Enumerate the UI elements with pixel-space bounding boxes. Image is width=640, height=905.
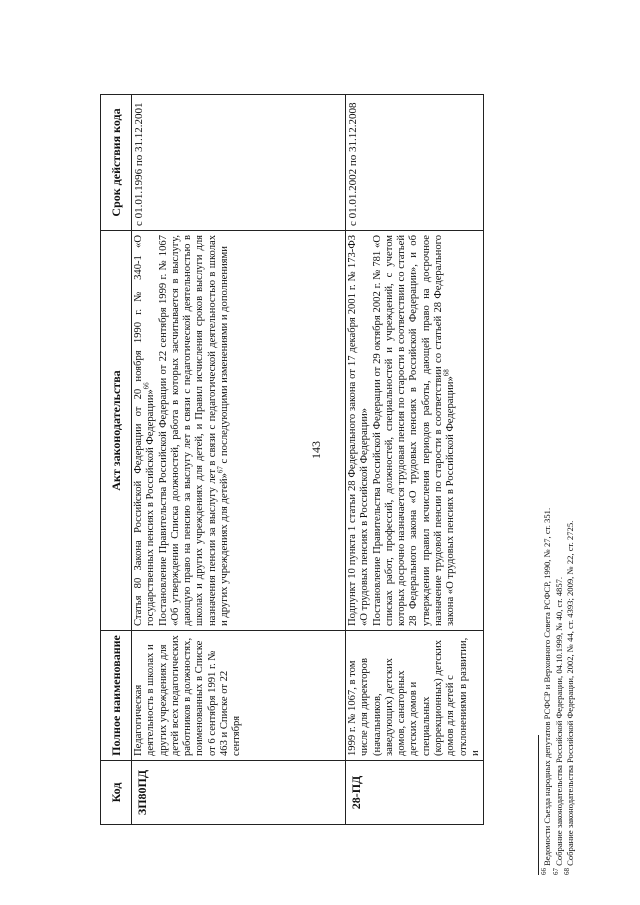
page-number-text: 143 [309,441,323,459]
footnote-item [565,335,577,875]
footnote-number: 66 [540,868,549,875]
table-row [346,95,484,825]
row-full-name: Педагогическая деятельность в школах и других учреждениях для детей всех педагогических работников в должностях, поименованных в Списке от 6 сентября 1991 г. № 463 и Списке от 22 сентября [132,631,346,761]
act-text-tail: с последующими изменениями и дополнениями [219,246,231,467]
header-act: Акт законодательства [101,231,132,631]
row-act [132,231,346,631]
act-paragraph [347,235,372,626]
row-act [346,231,484,631]
table-row [132,95,346,825]
footnote-divider [538,735,539,875]
row-period: с 01.01.2002 по 31.12.2008 [346,95,484,231]
footnotes [538,335,588,875]
header-period: Срок действия кода [101,95,132,231]
footnote-ref: 67 [216,466,225,474]
header-name: Полное наименование [101,631,132,761]
footnote-text: Собрание законодательства Российской Федерации, 2002, № 44, ст. 4393; 2009, № 22, ст. 2725. [565,520,575,866]
act-text: Подпункт 10 пункта 1 статьи 28 Федерального закона от 17 декабря 2001 г. № 173-ФЗ «О трудовых пенсиях в Российской Федерации» [347,235,371,626]
act-paragraph [133,235,158,626]
act-text: Постановление Правительства Российской Федерации от 29 октября 2002 г. № 781 «О списках работ, профессий, должностей, специальностей и учреждений, с учетом которых досрочно назначается трудовая пенсия по старости в соответствии со статьей 28 Федерального закона «О трудовых пенсиях в Российской Федерации», и об утверждении правил исчисления периодов работы, дающей право на досрочное назначение трудовой пенсии по старости в соответствии со статьей 28 Федерального закона «О трудовых пенсиях в Российской Федерации» [371,235,457,626]
row-code: ЗП80ПД [132,761,346,825]
footnote-number: 68 [563,868,572,875]
rotated-table-container [100,95,481,825]
row-full-name: 1999 г. № 1067, в том числе для директоров (начальников, заведующих) детских домов, санаторных детских домов и специальных (коррекционных) детских домов для детей с отклонениями в развитии, и [346,631,484,761]
table-header-row [101,95,132,825]
footnote-text: Ведомости Съезда народных депутатов РСФСР и Верховного Совета РСФСР, 1990, № 27, ст. 351. [542,507,552,866]
footnote-item [542,335,554,875]
act-text: Статья 80 Закона Российской Федерации от 20 ноября 1990 г. № 340-1 «О государственных пенсиях в Российской Федерации» [133,235,157,626]
footnote-ref: 68 [442,369,451,377]
act-text: Постановление Правительства Российской Федерации от 22 сентября 1999 г. № 1067 «Об утверждении Списка должностей, работа в которых засчитывается в выслугу, дающую право на пенсию за выслугу лет в связи с педагогической деятельностью в школах и других учреждениях для детей, и Правил исчисления сроков выслуги для назначения пенсии за выслугу лет в связи с педагогической деятельностью в школах и других учреждениях для детей» [157,235,231,626]
footnote-item [551,335,566,875]
row-period: с 01.01.1996 по 31.12.2001 [132,95,346,231]
act-paragraph [158,235,232,626]
header-code: Код [101,761,132,825]
legislation-table [100,94,484,825]
footnote-ref: 66 [142,382,151,390]
footnote-text: Собрание законодательства Российской Федерации, 04.10.1999, № 40, ст. 4857. [553,576,564,866]
act-paragraph [372,235,458,626]
row-code: 28-ПД [346,761,484,825]
footnote-number: 67 [551,868,560,875]
